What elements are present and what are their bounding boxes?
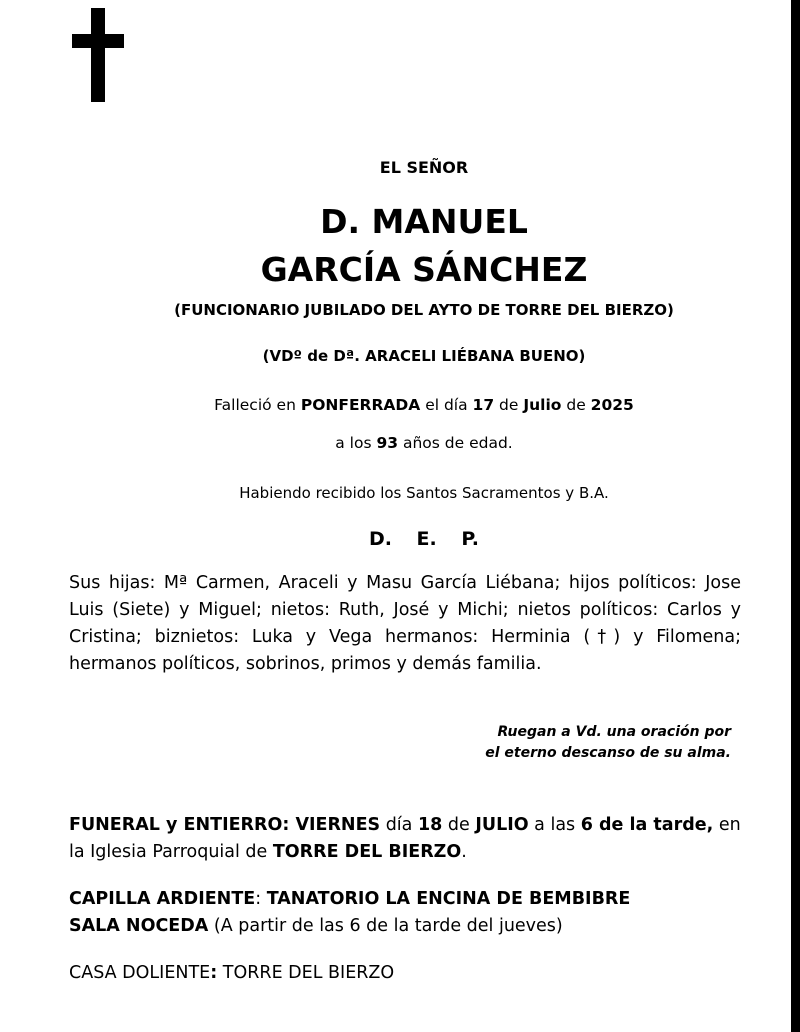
funeral-time: 6 de la tarde, <box>580 815 714 835</box>
mourning-house: CASA DOLIENTE: TORRE DEL BIERZO <box>69 963 395 983</box>
chapel-note: (A partir de las 6 de la tarde del jueves) <box>208 916 563 936</box>
chapel-details: CAPILLA ARDIENTE: TANATORIO LA ENCINA DE BEMBIBRE SALA NOCEDA (A partir de las 6 de la tarde del jueves) <box>69 889 631 936</box>
deceased-name-surnames: GARCÍA SÁNCHEZ <box>260 250 588 289</box>
funeral-day: 18 <box>417 815 443 835</box>
death-day: 17 <box>472 396 495 414</box>
family-list: Sus hijas: Mª Carmen, Araceli y Masu García Liébana; hijos políticos: Jose Luis (Siete) y Miguel; nietos: Ruth, José y Michi; nietos políticos: Carlos y Cristina; biznietos: Luka y Vega hermanos: Herminia (†) y Filomena; hermanos políticos, sobrinos, primos y demás familia. <box>69 573 741 674</box>
age-statement: a los 93 años de edad. <box>335 434 513 452</box>
deceased-position: (FUNCIONARIO JUBILADO DEL AYTO DE TORRE DEL BIERZO) <box>174 301 674 319</box>
latin-cross-icon <box>72 8 124 102</box>
funeral-label: FUNERAL y ENTIERRO: VIERNES <box>69 815 381 835</box>
death-month: Julio <box>523 396 562 414</box>
deceased-name-first: D. MANUEL <box>320 202 528 241</box>
chapel-label: CAPILLA ARDIENTE <box>69 889 256 909</box>
death-place: PONFERRADA <box>300 396 421 414</box>
funeral-month: JULIO <box>475 815 529 835</box>
death-statement: Falleció en PONFERRADA el día 17 de Julio de 2025 <box>214 396 634 414</box>
age-years: 93 <box>376 434 399 452</box>
widower-of: (VDº de Dª. ARACELI LIÉBANA BUENO) <box>262 347 586 365</box>
mourning-house-label: CASA DOLIENTE <box>69 963 211 983</box>
prayer-request: Ruegan a Vd. una oración por el eterno descanso de su alma. <box>485 724 731 761</box>
chapel-room: SALA NOCEDA <box>69 916 209 936</box>
chapel-venue: TANATORIO LA ENCINA DE BEMBIBRE <box>266 889 631 909</box>
funeral-place: TORRE DEL BIERZO <box>272 842 462 862</box>
sacraments-statement: Habiendo recibido los Santos Sacramentos y B.A. <box>239 484 609 502</box>
honorific: EL SEÑOR <box>379 158 469 177</box>
funeral-details: FUNERAL y ENTIERRO: VIERNES día 18 de JULIO a las 6 de la tarde, en la Iglesia Parroquial de TORRE DEL BIERZO. <box>69 815 741 862</box>
mourning-house-place: TORRE DEL BIERZO <box>217 963 395 983</box>
dep-initials: D. E. P. <box>368 528 480 550</box>
death-year: 2025 <box>590 396 634 414</box>
